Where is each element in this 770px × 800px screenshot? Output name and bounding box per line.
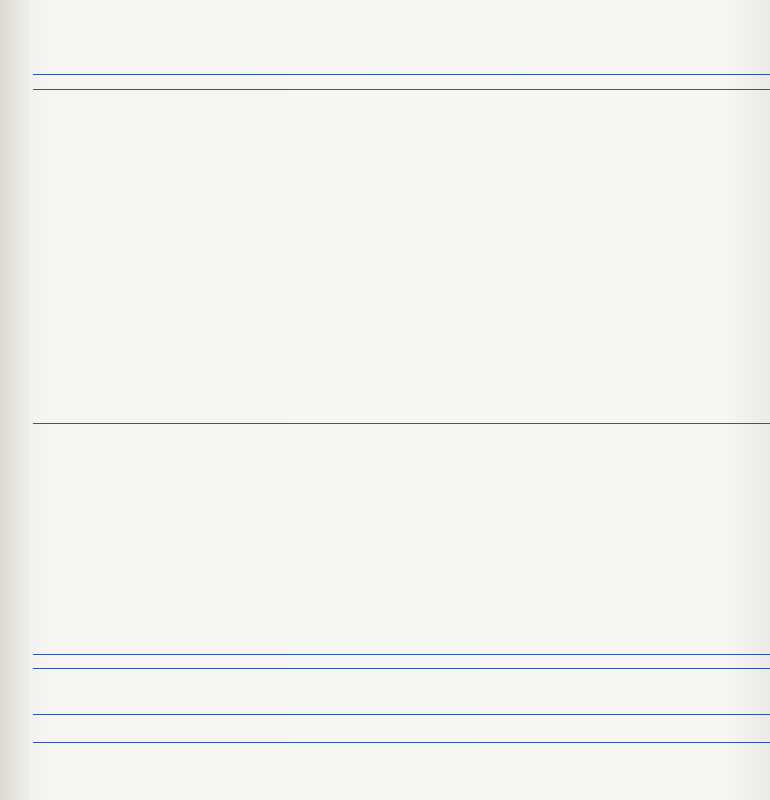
section-rule (33, 742, 770, 743)
train-number-header (33, 74, 770, 90)
timetable-grid (33, 90, 770, 800)
mid-schedule-header (33, 656, 770, 668)
section-rule (33, 654, 770, 655)
section-rule (33, 714, 770, 715)
section-rule (33, 423, 770, 424)
page-fold-shadow (0, 0, 30, 800)
section-rule (33, 668, 770, 669)
